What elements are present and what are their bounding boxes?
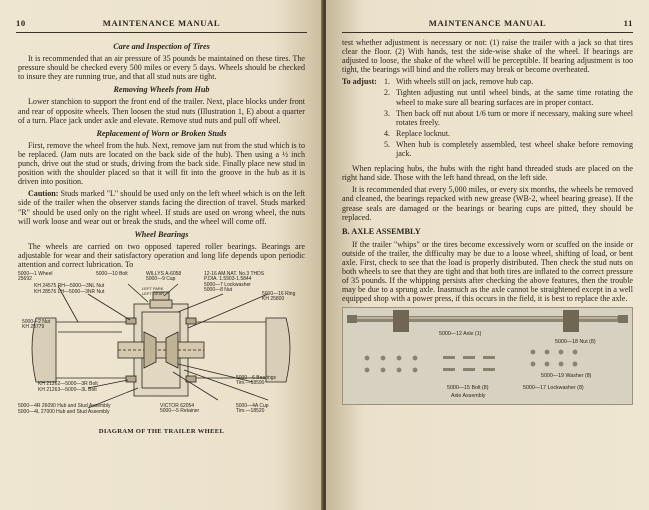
left-page-number: 10 [16, 18, 26, 28]
replacement-paragraph: First, remove the wheel from the hub. Next, remove jam nut from the stud which is to be replaced. (Jam nuts are located on the back side of the hub). Then using a ½ inch punch, drive out the stud or studs, driving from the back side. Finally place new stud in position with the shoulder placed so that it will fit into the groove in the hub as it is driven into position. [18, 140, 305, 187]
right-page-number: 11 [623, 18, 633, 28]
diagram-label-left-gear: LEFT GEAR [142, 291, 165, 297]
adjust-step-text: With wheels still on jack, remove hub cap. [396, 77, 534, 87]
right-page [326, 0, 649, 510]
right-page-header [342, 18, 633, 33]
diagram-label-left-park: LEFT PARK [142, 286, 164, 292]
photo-label-axle: 5000—12 Axle (1) [439, 331, 482, 338]
diagram-label-bolt-l: KH 21263—5000—3L Bolt [38, 387, 97, 394]
adjust-step-number: 4. [384, 128, 391, 138]
adjust-step-text: Tighten adjusting nut until wheel binds, at the same time rotating the wheel to make sure all bearing surfaces are in proper contact. [396, 88, 633, 107]
adjust-step-number: 1. [384, 77, 391, 87]
adjust-step-number: 5. [384, 139, 391, 149]
diagram-label-cup: 5000—4A Cup Tim.—18520 [236, 403, 269, 415]
axle-heading: B. AXLE ASSEMBLY [342, 226, 421, 236]
diagram-label-threads: 12-16 AM.NAT. No.3 THDS P.DIA. 1.5903-1.5844 5000—7 Lockwasher 5000—8 Nut [204, 271, 265, 294]
left-header-title: MAINTENANCE MANUAL [102, 18, 221, 28]
diagram-label-nut-rh: KH 24575 RH—5000—3NL Nut [34, 283, 105, 290]
diagram-label-nut2: 5000—2 Nut KH 25779 [22, 319, 51, 331]
intro-paragraph: test whether adjustment is necessary or not: (1) raise the trailer with a jack so that tires clear the floor. (2) With hands, test the side-wise shake of the wheel. If bearings are adjusted to loose, the shake of the wheel will be perceptible. If bearing adjustment is too tight, the bearings will bind and the rollers may break or become overheated. [342, 38, 633, 75]
adjust-step-text: When hub is completely assembled, test wheel shake before removing jack. [396, 139, 633, 159]
photo-label-washer: 5000—19 Washer (8) [541, 373, 592, 380]
diagram-label-bolt-r: KH 21262—5000—3R Bolt [38, 381, 98, 388]
diagram-label-hub-r: 5000—4R 26090 Hub and Stud Assembly [18, 403, 111, 410]
diagram-label-bolt: 5000—10 Bolt [96, 271, 128, 278]
adjust-step [384, 129, 633, 138]
axle-assembly-photo [342, 307, 633, 405]
diagram-label-hub-l: 5000—4L 27000 Hub and Stud Assembly [18, 409, 110, 416]
adjust-step [384, 109, 633, 127]
replacement-heading: Replacement of Worn or Broken Studs [96, 128, 227, 138]
adjust-step-number: 3. [384, 108, 391, 118]
bearings-heading: Wheel Bearings [134, 229, 189, 239]
trailer-wheel-diagram [18, 272, 305, 436]
photo-label-assembly: Axle Assembly [451, 393, 486, 400]
diagram-label-retainer: VICTOR 62054 5000—5 Retainer [160, 403, 200, 415]
caution-paragraph [18, 189, 305, 225]
removing-heading: Removing Wheels from Hub [113, 85, 210, 95]
left-page-content [18, 38, 305, 436]
diagram-label-bearings: 5000—6 Bearings Tim.—18590 [236, 375, 277, 387]
adjust-procedure [342, 77, 633, 160]
caution-text: Studs marked "L" should be used only on the left wheel which is on the left side of the trailer when the observer stands facing the direction of travel. Studs marked "R" should be used only on the right wheel. If studs are used on wrong wheel, the nuts will work loose and wear out or break the studs, and the wheel will come off. [18, 189, 305, 226]
diagram-caption: DIAGRAM OF THE TRAILER WHEEL [98, 428, 225, 436]
care-heading: Care and Inspection of Tires [113, 42, 210, 51]
care-paragraph: It is recommended that an air pressure of 35 pounds be maintained on these tires. The pressure should be checked every 500 miles or every 5 days. Wheels should be checked to insure they are running true, and that all stud nuts are tight. [18, 54, 305, 82]
adjust-step-text: Then back off nut about 1/6 turn or more if necessary, making sure wheel rotates freely. [396, 108, 633, 127]
adjust-step-text: Replace locknut. [396, 128, 451, 138]
left-page [0, 0, 323, 510]
adjust-step-number: 2. [384, 88, 391, 98]
diagram-label-wheel: 5000—1 Wheel 25692 [18, 271, 53, 283]
photo-label-lockwasher: 5000—17 Lockwasher (8) [523, 385, 584, 392]
left-page-header [16, 18, 307, 33]
grease-paragraph: It is recommended that every 5,000 miles, or every six months, the wheels be removed and cleaned, the bearings repacked with new grease (WB-2, wheel bearing grease). If the grease seals are damaged or the bearings or bearing cups are pitted, they should be replaced. [342, 185, 633, 222]
diagram-label-nut-lh: KH 28576 LH—5000—3NR Nut [34, 289, 105, 296]
adjust-label: To adjust: [342, 77, 377, 87]
adjust-step [384, 140, 633, 158]
hubs-paragraph: When replacing hubs, the hubs with the right hand threaded studs are placed on the right hand side. Those with the left hand thread, on the left side. [342, 164, 633, 183]
photo-label-bolt: 5000—15 Bolt (8) [447, 385, 489, 392]
adjust-step [384, 77, 633, 86]
bearings-paragraph: The wheels are carried on two opposed tapered roller bearings. Bearings are adjustable for wear and their satisfactory operation and long life depends upon periodic attention and correct lubrication. To [18, 241, 305, 269]
diagram-label-ring: 5000—16 Ring KH 25800 [262, 291, 296, 303]
adjust-steps-list [384, 77, 633, 160]
diagram-label-cap: WILLYS A-6058 5000—9 Cap [146, 271, 182, 283]
right-header-title: MAINTENANCE MANUAL [428, 18, 547, 28]
right-page-content [342, 38, 633, 405]
removing-paragraph: Lower stanchion to support the front end of the trailer. Next, place blocks under front and rear of opposite wheels. Then loosen the stud nuts (Illustration 1, E) about a quarter of a turn. Place jack under axle and elevate. Remove stud nuts and pull off wheel. [18, 97, 305, 125]
axle-paragraph: If the trailer "whips" or the tires become excessively worn or scuffed on the inside or outside of the trailer, the difficulty may be due to a loose wheel, shifting of load, or bent axle. First, check to see that the load is properly distributed. Then check the stud nuts on both wheels to see that they are tight and that both tires are inflated to the correct pressure of 35 pounds. If the whipping persists after checking the above features, then the trouble may be due to a sprung axle. Inasmuch as the axle cannot be straightened except in a well equipped shop with a power press, if this occurs in the field, it is best to replace the axle. [342, 239, 633, 304]
caution-label: Caution: [28, 189, 59, 199]
photo-label-nut: 5000—18 Nut (8) [555, 339, 596, 346]
adjust-step [384, 88, 633, 106]
